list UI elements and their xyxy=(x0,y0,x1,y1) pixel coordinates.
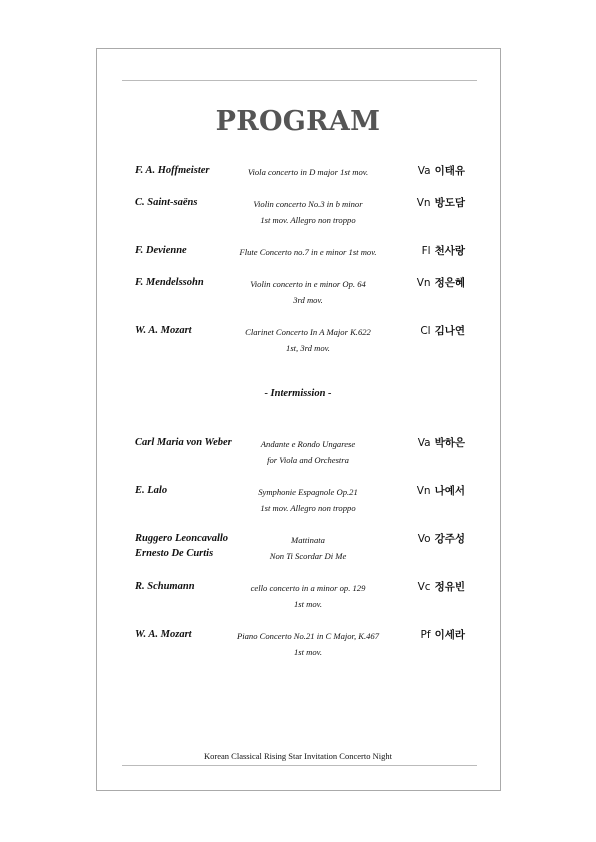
work-line-2: Non Ti Scordar Di Me xyxy=(269,551,347,561)
instrument-abbrev: Pf xyxy=(420,629,431,641)
composer-name: W. A. Mozart xyxy=(135,325,192,336)
composer-name: Carl Maria von Weber xyxy=(135,437,232,448)
work-title xyxy=(198,276,418,308)
composer-name: F. Devienne xyxy=(135,245,187,256)
composer-name: W. A. Mozart xyxy=(135,629,192,640)
work-title xyxy=(198,196,418,228)
work-line-2: 1st mov. xyxy=(293,599,322,609)
work-line: Andante e Rondo Ungarese xyxy=(260,439,356,449)
performer xyxy=(420,323,465,339)
program-entry xyxy=(0,195,596,235)
performer-name: 박하은 xyxy=(434,437,465,449)
work-line: Flute Concerto no.7 in e minor 1st mov. xyxy=(239,247,377,257)
instrument-abbrev: Vn xyxy=(416,197,431,209)
program-entry xyxy=(0,435,596,475)
instrument-abbrev: Va xyxy=(417,437,431,449)
composer-name: E. Lalo xyxy=(135,485,168,496)
instrument-abbrev: Vn xyxy=(416,277,431,289)
program-entry xyxy=(0,579,596,619)
program-entry xyxy=(0,323,596,363)
work-line: Symphonie Espagnole Op.21 xyxy=(258,487,358,497)
work-title xyxy=(198,580,418,612)
instrument-abbrev: Fl xyxy=(421,245,431,257)
work-line-2: 1st, 3rd mov. xyxy=(286,343,330,353)
work-line: Viola concerto in D major 1st mov. xyxy=(247,167,369,177)
instrument-abbrev: Va xyxy=(417,165,431,177)
work-title xyxy=(198,324,418,356)
program-entry xyxy=(0,627,596,667)
instrument-abbrev: Vn xyxy=(416,485,431,497)
work-title xyxy=(198,484,418,516)
work-line-2: 1st mov. Allegro non troppo xyxy=(260,503,356,513)
composer-name: R. Schumann xyxy=(135,581,195,592)
program-entry xyxy=(0,483,596,523)
work-line-2: 1st mov. xyxy=(293,647,322,657)
performer-name: 정은혜 xyxy=(434,277,465,289)
performer-name: 강주성 xyxy=(434,533,465,545)
performer xyxy=(417,483,465,499)
performer xyxy=(421,627,465,643)
bottom-divider xyxy=(122,765,477,766)
instrument-abbrev: Vc xyxy=(417,581,431,593)
work-line: Piano Concerto No.21 in C Major, K.467 xyxy=(236,631,380,641)
top-divider xyxy=(122,80,477,81)
work-line: Violin concerto No.3 in b minor xyxy=(253,199,363,209)
performer xyxy=(422,243,465,259)
instrument-abbrev: Cl xyxy=(420,325,431,337)
work-line: Violin concerto in e minor Op. 64 xyxy=(250,279,366,289)
work-line-2: 3rd mov. xyxy=(293,295,323,305)
instrument-abbrev: Vo xyxy=(417,533,431,545)
work-title xyxy=(198,628,418,660)
work-title xyxy=(198,436,418,468)
performer xyxy=(418,579,465,595)
performer xyxy=(417,275,465,291)
composer-name: F. A. Hoffmeister xyxy=(135,165,210,176)
intermission-label: - Intermission - xyxy=(264,388,332,399)
program-entry xyxy=(0,531,596,571)
performer-name: 방도담 xyxy=(434,197,465,209)
page-title: PROGRAM xyxy=(215,106,381,137)
work-line-2: 1st mov. Allegro non troppo xyxy=(260,215,356,225)
composer-name: Ruggero Leoncavallo xyxy=(135,533,229,544)
performer-name: 천사랑 xyxy=(434,245,465,257)
work-line: Mattinata xyxy=(291,535,325,545)
work-title xyxy=(198,244,418,260)
work-title xyxy=(198,532,418,564)
performer-name: 김나연 xyxy=(434,325,465,337)
performer xyxy=(417,195,465,211)
performer xyxy=(418,163,465,179)
footer-text: Korean Classical Rising Star Invitation Concerto Night xyxy=(204,751,392,761)
composer-name-2: Ernesto De Curtis xyxy=(135,548,214,559)
performer-name: 이태유 xyxy=(434,165,465,177)
work-line: cello concerto in a minor op. 129 xyxy=(250,583,366,593)
performer-name: 이세라 xyxy=(434,629,465,641)
work-line-2: for Viola and Orchestra xyxy=(267,455,349,465)
performer xyxy=(418,435,465,451)
work-title xyxy=(198,164,418,180)
program-entry xyxy=(0,275,596,315)
performer-name: 나예서 xyxy=(434,485,465,497)
composer-name: F. Mendelssohn xyxy=(135,277,204,288)
work-line: Clarinet Concerto In A Major K.622 xyxy=(245,327,371,337)
page-border xyxy=(96,48,501,791)
performer-name: 정유빈 xyxy=(434,581,465,593)
performer xyxy=(418,531,465,547)
composer-name: C. Saint-saëns xyxy=(135,197,198,208)
